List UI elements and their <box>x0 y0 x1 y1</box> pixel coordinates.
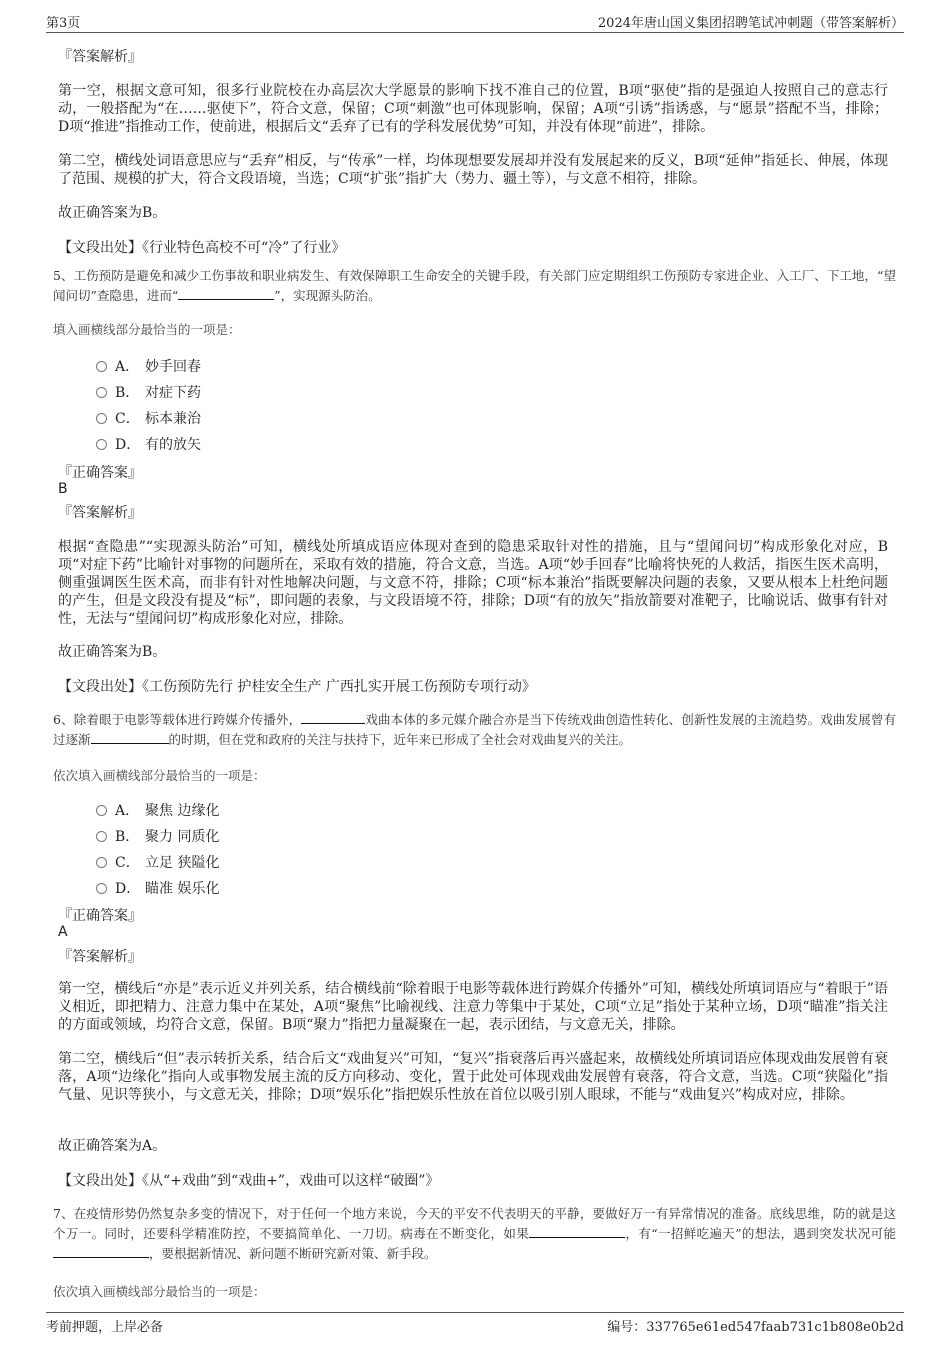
q4-conclusion: 故正确答案为B。 <box>58 205 167 221</box>
q6-blank-1 <box>301 711 365 724</box>
q5-conclusion: 故正确答案为B。 <box>58 644 167 660</box>
radio-icon[interactable] <box>96 361 107 372</box>
q5-option-d[interactable]: D． 有的放矢 <box>96 434 201 454</box>
q6-option-d[interactable]: D． 瞄准 娱乐化 <box>96 878 219 898</box>
q6-answer: A <box>58 924 68 940</box>
correct-answer-label: 『正确答案』 <box>58 465 142 481</box>
q5-answer: B <box>58 481 68 497</box>
radio-icon[interactable] <box>96 387 107 398</box>
page-footer <box>46 1312 904 1335</box>
q7-instruction: 依次填入画横线部分最恰当的一项是： <box>53 1284 266 1299</box>
answer-analysis-label: 『答案解析』 <box>58 505 142 521</box>
q4-source: 【文段出处】《行业特色高校不可“冷”了行业》 <box>58 240 346 256</box>
q6-option-c[interactable]: C． 立足 狭隘化 <box>96 852 219 872</box>
radio-icon[interactable] <box>96 413 107 424</box>
q5-source: 【文段出处】《工伤预防先行 护桂安全生产 广西扎实开展工伤预防专项行动》 <box>58 679 536 695</box>
q5-question-text <box>53 266 896 306</box>
q6-option-b[interactable]: B． 聚力 同质化 <box>96 826 219 846</box>
q6-source: 【文段出处】《从“+戏曲”到“戏曲+”，戏曲可以这样“破圈”》 <box>58 1173 440 1189</box>
page-number: 第3页 <box>46 16 81 31</box>
q6-instruction: 依次填入画横线部分最恰当的一项是： <box>53 768 266 783</box>
q5-blank <box>178 287 274 300</box>
answer-analysis-label: 『答案解析』 <box>58 49 142 65</box>
q5-text-part1: 5、工伤预防是避免和减少工伤事故和职业病发生、有效保障职工生命安全的关键手段，有关部门应定期组织工伤预防专家进企业、入工厂、下工地，“望闻问切”查隐患，进而“ <box>53 268 896 303</box>
q6-analysis-para2: 第二空，横线后“但”表示转折关系，结合后文“戏曲复兴”可知，“复兴”指衰落后再兴盛起来，故横线处所填词语应体现戏曲发展曾有衰落，A项“边缘化”指向人或事物发展主流的反方向移动、变化，置于此处可体现戏曲发展曾有衰落，符合文意，当选。C项“狭隘化”指气量、见识等狭小，与文意无关，排除；D项“娱乐化”指把娱乐性放在首位以吸引别人眼球，不能与“戏曲复兴”构成对应，排除。 <box>58 1051 888 1103</box>
radio-icon[interactable] <box>96 805 107 816</box>
q5-option-c[interactable]: C． 标本兼治 <box>96 408 201 428</box>
page-header <box>46 10 904 33</box>
q6-option-a[interactable]: A． 聚焦 边缘化 <box>96 800 219 820</box>
radio-icon[interactable] <box>96 857 107 868</box>
document-id: 编号：337765e61ed547faab731c1b808e0b2d <box>607 1320 904 1335</box>
q5-analysis: 根据“查隐患”“实现源头防治”可知，横线处所填成语应体现对查到的隐患采取针对性的措施，且与“望闻问切”构成形象化对应，B项“对症下药”比喻针对事物的问题所在，采取有效的措施，符合文意，当选。A项“妙手回春”比喻将快死的人救活，指医生医术高明，侧重强调医生医术高，而非有针对性地解决问题，与文意不符，排除；C项“标本兼治”指既要解决问题的表象，又要从根本上杜绝问题的产生，但是文段没有提及“标”，即问题的表象，与文段语境不符，排除；D项“有的放矢”指放箭要对准靶子，比喻说话、做事有针对性，无法与“望闻问切”构成形象化对应，排除。 <box>58 539 888 627</box>
q5-option-a[interactable]: A． 妙手回春 <box>96 356 201 376</box>
answer-analysis-label: 『答案解析』 <box>58 949 142 965</box>
q4-analysis-para1: 第一空，根据文意可知，很多行业院校在办高层次大学愿景的影响下找不准自己的位置，B项“驱使”指的是强迫人按照自己的意志行动，一般搭配为“在……驱使下”，符合文意，保留；C项“刺激”也可体现影响，保留；A项“引诱”指诱惑，与“愿景”搭配不当，排除；D项“推进”指推动工作，使前进，根据后文“丢弃了已有的学科发展优势”可知，并没有体现“前进”，排除。 <box>58 83 888 135</box>
footer-slogan: 考前押题，上岸必备 <box>46 1320 164 1335</box>
correct-answer-label: 『正确答案』 <box>58 908 142 924</box>
radio-icon[interactable] <box>96 883 107 894</box>
q6-analysis-para1: 第一空，横线后“亦是”表示近义并列关系，结合横线前“除着眼于电影等载体进行跨媒介传播外”可知，横线处所填词语应与“着眼于”语义相近，即把精力、注意力集中在某处，A项“聚焦”比喻视线、注意力等集中于某处，C项“立足”指处于某种立场，D项“瞄准”指关注的方面或领域，均符合文意，保留。B项“聚力”指把力量凝聚在一起，表示团结，与文意无关，排除。 <box>58 981 888 1033</box>
q5-option-b[interactable]: B． 对症下药 <box>96 382 201 402</box>
q6-conclusion: 故正确答案为A。 <box>58 1138 167 1154</box>
q7-question-text: 7、在疫情形势仍然复杂多变的情况下，对于任何一个地方来说，今天的平安不代表明天的平静，要做好万一有异常情况的准备。底线思维，防的就是这个万一。同时，还要科学精准防控，不要搞简单化、一刀切。病毒在不断变化，如果 ，有“一招鲜吃遍天”的想法，遇到突发状况可能，要根据新情况、新问题不断研究新对策、新手段。 <box>53 1206 896 1261</box>
q7-blank-2 <box>53 1245 149 1258</box>
q4-analysis-para2: 第二空，横线处词语意思应与“丢弃”相反，与“传承”一样，均体现想要发展却并没有发展起来的反义，B项“延伸”指延长、伸展，体现了范围、规模的扩大，符合文段语境，当选；C项“扩张”指扩大（势力、疆土等），与文意不相符，排除。 <box>58 153 888 187</box>
q7-blank-1 <box>529 1225 625 1238</box>
q5-text-part2: ”，实现源头防治。 <box>274 288 381 303</box>
radio-icon[interactable] <box>96 439 107 450</box>
q6-blank-2 <box>91 731 169 744</box>
document-title: 2024年唐山国义集团招聘笔试冲刺题（带答案解析） <box>597 16 904 31</box>
radio-icon[interactable] <box>96 831 107 842</box>
q6-question-text: 6、除着眼于电影等载体进行跨媒介传播外， 戏曲本体的多元媒介融合亦是当下传统戏曲创造性转化、创新性发展的主流趋势。戏曲发展曾有过逐渐 的时期，但在党和政府的关注与扶持下，近年来已形成了全社会对戏曲复兴的关注。 <box>53 712 896 747</box>
q5-instruction: 填入画横线部分最恰当的一项是： <box>53 322 241 337</box>
